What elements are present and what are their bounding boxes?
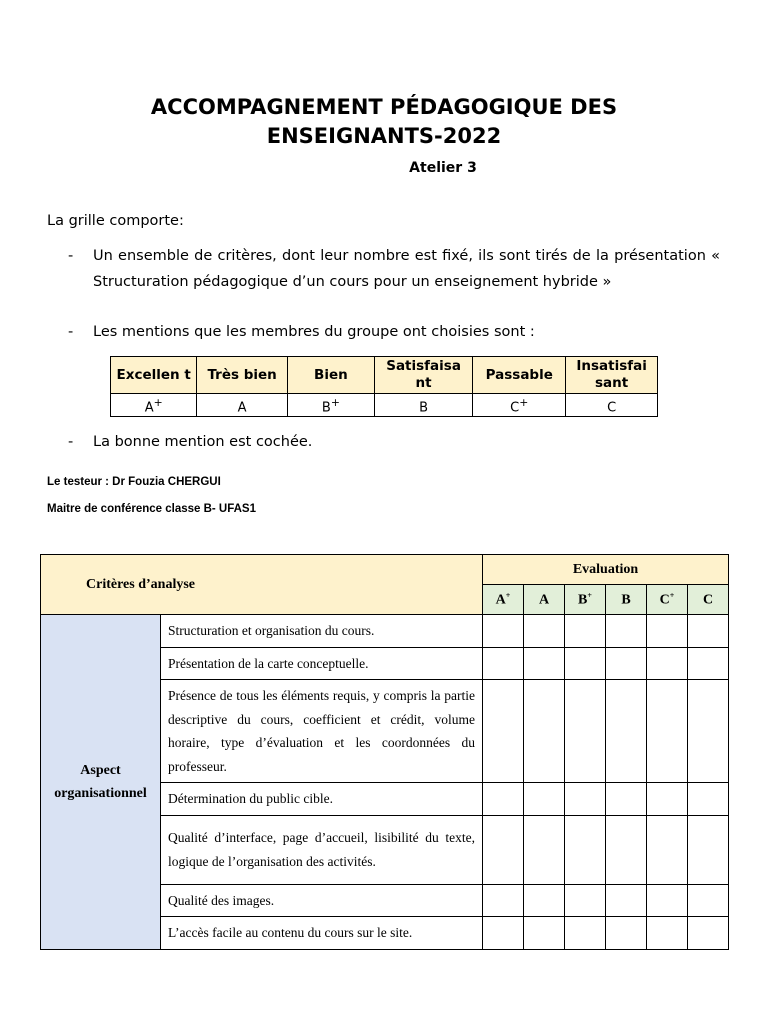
evaluation-cell[interactable] xyxy=(483,884,524,917)
bullet-item xyxy=(68,243,720,295)
grade-header: C xyxy=(688,585,729,615)
criterion-text: Qualité des images. xyxy=(161,884,483,917)
criterion-text: Structuration et organisation du cours. xyxy=(161,615,483,648)
evaluation-cell[interactable] xyxy=(524,917,565,950)
mention-label: Très bien xyxy=(197,357,287,394)
mention-grade: A xyxy=(197,394,287,417)
evaluation-cell[interactable] xyxy=(524,884,565,917)
mention-grade: C+ xyxy=(473,394,566,417)
mention-label: Excellen t xyxy=(111,357,197,394)
evaluation-cell[interactable] xyxy=(647,783,688,816)
evaluation-cell[interactable] xyxy=(524,615,565,648)
evaluation-cell[interactable] xyxy=(606,884,647,917)
table-row xyxy=(41,615,729,648)
evaluation-cell[interactable] xyxy=(647,615,688,648)
evaluation-cell[interactable] xyxy=(524,783,565,816)
evaluation-cell[interactable] xyxy=(483,815,524,884)
mention-grade: C xyxy=(566,394,658,417)
evaluation-cell[interactable] xyxy=(688,647,729,680)
criterion-text: Détermination du public cible. xyxy=(161,783,483,816)
evaluation-cell[interactable] xyxy=(688,884,729,917)
evaluation-cell[interactable] xyxy=(565,615,606,648)
grade-header: A xyxy=(524,585,565,615)
bullet-item xyxy=(68,319,720,345)
evaluation-cell[interactable] xyxy=(647,647,688,680)
evaluation-cell[interactable] xyxy=(606,815,647,884)
grade-header: A+ xyxy=(483,585,524,615)
evaluation-cell[interactable] xyxy=(565,680,606,783)
mentions-table xyxy=(110,356,658,417)
bullet-dash: - xyxy=(68,248,74,264)
mention-label: Satisfaisa nt xyxy=(374,357,472,394)
evaluation-cell[interactable] xyxy=(688,917,729,950)
evaluation-cell[interactable] xyxy=(688,815,729,884)
evaluation-cell[interactable] xyxy=(565,647,606,680)
mention-label: Bien xyxy=(287,357,374,394)
evaluation-cell[interactable] xyxy=(606,783,647,816)
evaluation-cell[interactable] xyxy=(647,680,688,783)
evaluation-grid xyxy=(40,554,729,950)
criterion-text: L’accès facile au contenu du cours sur le site. xyxy=(161,917,483,950)
mention-grade: B xyxy=(374,394,472,417)
evaluation-header: Evaluation xyxy=(483,555,729,585)
evaluation-cell[interactable] xyxy=(647,917,688,950)
evaluation-cell[interactable] xyxy=(483,680,524,783)
criterion-text: Présentation de la carte conceptuelle. xyxy=(161,647,483,680)
evaluation-cell[interactable] xyxy=(565,815,606,884)
page-subtitle: Atelier 3 xyxy=(409,160,477,176)
evaluation-cell[interactable] xyxy=(565,783,606,816)
evaluation-cell[interactable] xyxy=(606,917,647,950)
mention-label: Passable xyxy=(473,357,566,394)
criterion-text: Présence de tous les éléments requis, y compris la partie descriptive du cours, coefficient et crédit, volume horaire, type d’évaluation et les coordonnées du professeur. xyxy=(161,680,483,783)
page-title xyxy=(60,93,708,151)
bullet-dash: - xyxy=(68,324,74,340)
evaluation-cell[interactable] xyxy=(688,783,729,816)
evaluation-cell[interactable] xyxy=(606,647,647,680)
mentions-label-row xyxy=(111,357,658,394)
evaluation-cell[interactable] xyxy=(565,884,606,917)
bullet-item xyxy=(68,429,720,455)
intro-text: La grille comporte: xyxy=(47,213,184,229)
aspect-label: Aspect organisationnel xyxy=(41,615,161,950)
evaluation-cell[interactable] xyxy=(524,815,565,884)
mention-grade: A+ xyxy=(111,394,197,417)
evaluation-cell[interactable] xyxy=(483,917,524,950)
title-line-2: ENSEIGNANTS-2022 xyxy=(266,124,502,148)
grade-header: B xyxy=(606,585,647,615)
tester-title: Maitre de conférence classe B- UFAS1 xyxy=(47,503,256,515)
evaluation-cell[interactable] xyxy=(524,680,565,783)
evaluation-cell[interactable] xyxy=(606,680,647,783)
evaluation-cell[interactable] xyxy=(688,615,729,648)
mention-label: Insatisfai sant xyxy=(566,357,658,394)
tester-name: Le testeur : Dr Fouzia CHERGUI xyxy=(47,476,221,488)
grade-header: C+ xyxy=(647,585,688,615)
mentions-grade-row xyxy=(111,394,658,417)
evaluation-cell[interactable] xyxy=(483,783,524,816)
bullet-text: Un ensemble de critères, dont leur nombre est fixé, ils sont tirés de la présentation « Structuration pédagogique d’un cours pour un enseignement hybride » xyxy=(93,248,720,290)
evaluation-cell[interactable] xyxy=(647,884,688,917)
title-line-1: ACCOMPAGNEMENT PÉDAGOGIQUE DES xyxy=(150,95,618,119)
evaluation-cell[interactable] xyxy=(606,615,647,648)
evaluation-cell[interactable] xyxy=(483,615,524,648)
bullet-dash: - xyxy=(68,434,74,450)
criteria-header: Critères d’analyse xyxy=(41,555,483,615)
evaluation-cell[interactable] xyxy=(647,815,688,884)
bullet-text: Les mentions que les membres du groupe ont choisies sont : xyxy=(93,324,535,340)
evaluation-cell[interactable] xyxy=(524,647,565,680)
grade-header: B+ xyxy=(565,585,606,615)
evaluation-cell[interactable] xyxy=(483,647,524,680)
mention-grade: B+ xyxy=(287,394,374,417)
criterion-text: Qualité d’interface, page d’accueil, lisibilité du texte, logique de l’organisation des activités. xyxy=(161,815,483,884)
evaluation-cell[interactable] xyxy=(565,917,606,950)
bullet-text: La bonne mention est cochée. xyxy=(93,434,313,450)
evaluation-cell[interactable] xyxy=(688,680,729,783)
